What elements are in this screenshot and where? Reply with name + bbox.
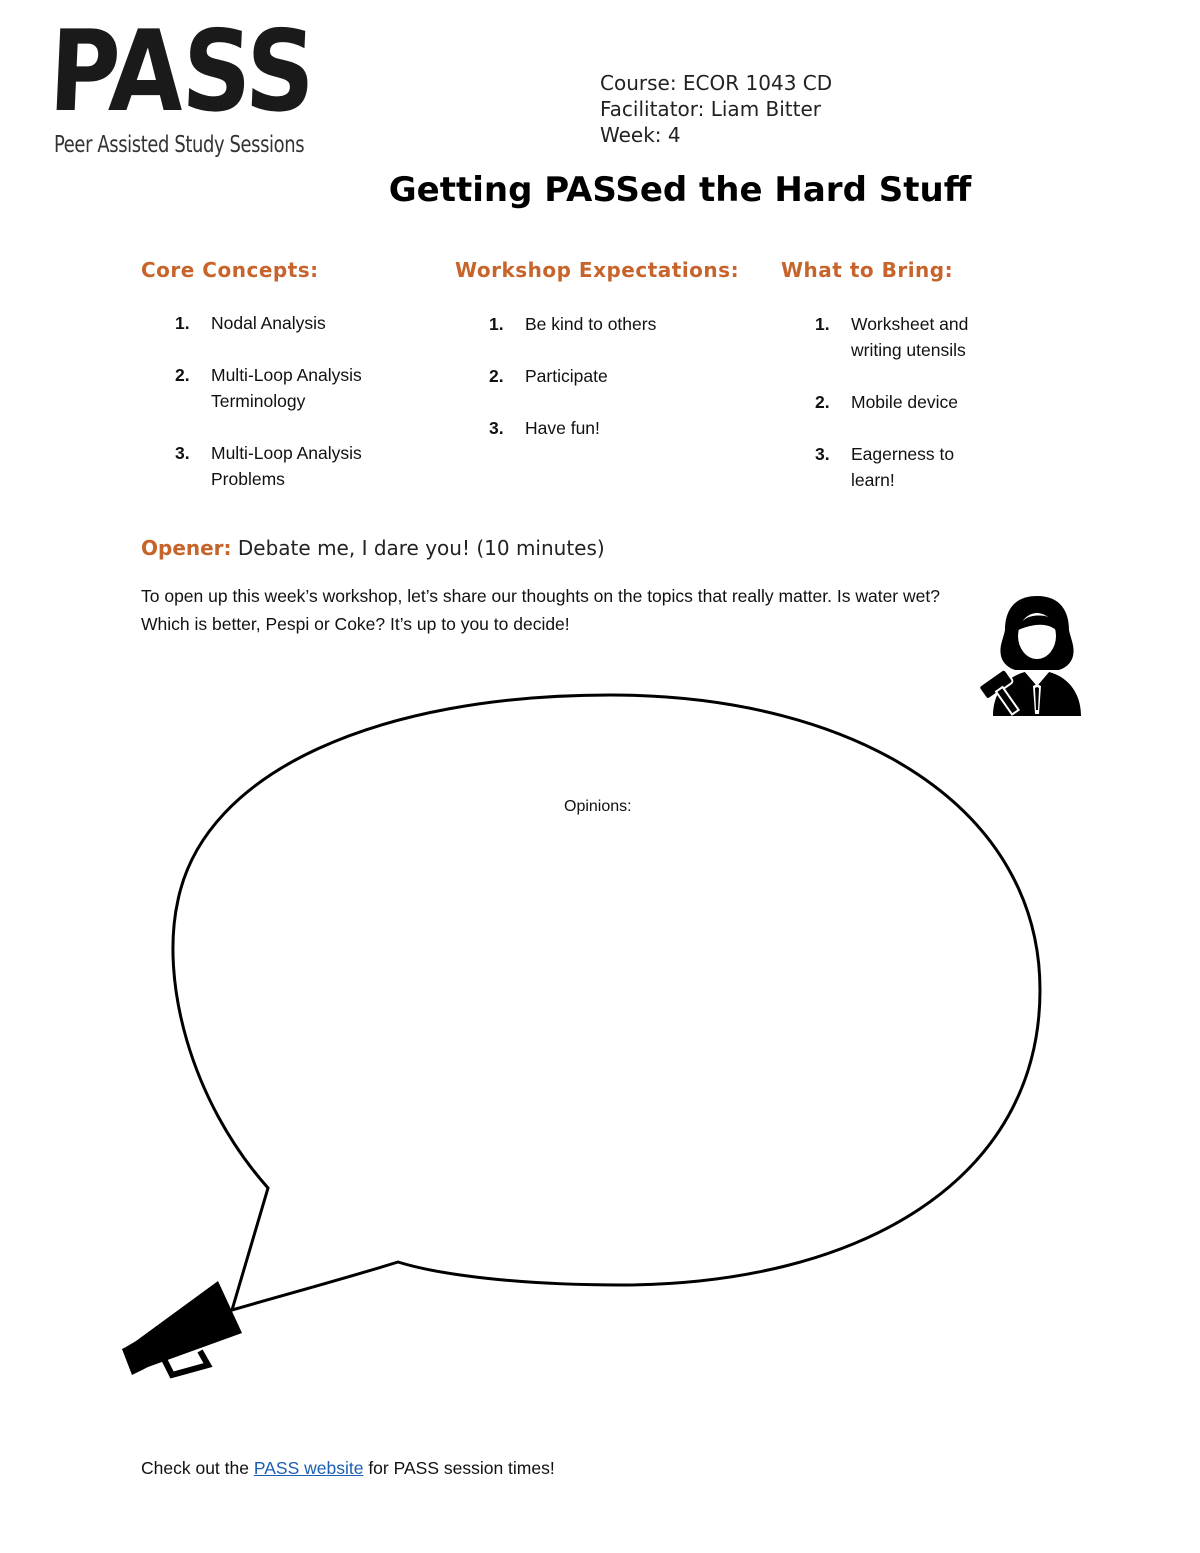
list-item: 3. Multi-Loop Analysis Problems: [175, 443, 362, 489]
list-item: 1. Be kind to others: [489, 314, 657, 334]
footer-text: [141, 1458, 555, 1479]
core-concepts-heading: Core Concepts:: [141, 258, 319, 282]
list-item: 1. Worksheet and writing utensils: [815, 314, 969, 360]
footer-after: for PASS session times!: [363, 1458, 555, 1478]
list-item: 3. Have fun!: [489, 418, 600, 438]
opener-title: Debate me, I dare you! (10 minutes): [231, 536, 605, 560]
list-item: 2. Mobile device: [815, 392, 958, 412]
megaphone-icon: [118, 1275, 248, 1380]
week-line: Week: 4: [600, 123, 681, 147]
logo-wordmark: PASS: [46, 7, 317, 137]
bubble-outline: [173, 695, 1040, 1310]
pass-website-link[interactable]: PASS website: [253, 1458, 364, 1478]
opinions-label: Opinions:: [564, 798, 632, 815]
footer-before: Check out the: [141, 1458, 254, 1478]
course-line: Course: ECOR 1043 CD: [600, 71, 833, 95]
bring-heading: What to Bring:: [781, 258, 954, 282]
list-item: 3. Eagerness to learn!: [815, 444, 955, 490]
opener-paragraph: To open up this week’s workshop, let’s share our thoughts on the topics that really matter. Is water wet? Which is better, Pespi or Coke? It’s up to you to decide!: [141, 586, 940, 634]
logo-subtitle: Peer Assisted Study Sessions: [54, 132, 305, 158]
list-item: 1. Nodal Analysis: [175, 313, 326, 333]
list-item: 2. Multi-Loop Analysis Terminology: [175, 365, 362, 411]
facilitator-line: Facilitator: Liam Bitter: [600, 97, 822, 121]
expectations-heading: Workshop Expectations:: [455, 258, 740, 282]
page-title: Getting PASSed the Hard Stuff: [388, 170, 972, 210]
list-item: 2. Participate: [489, 366, 608, 386]
opener-label: Opener:: [141, 536, 232, 560]
